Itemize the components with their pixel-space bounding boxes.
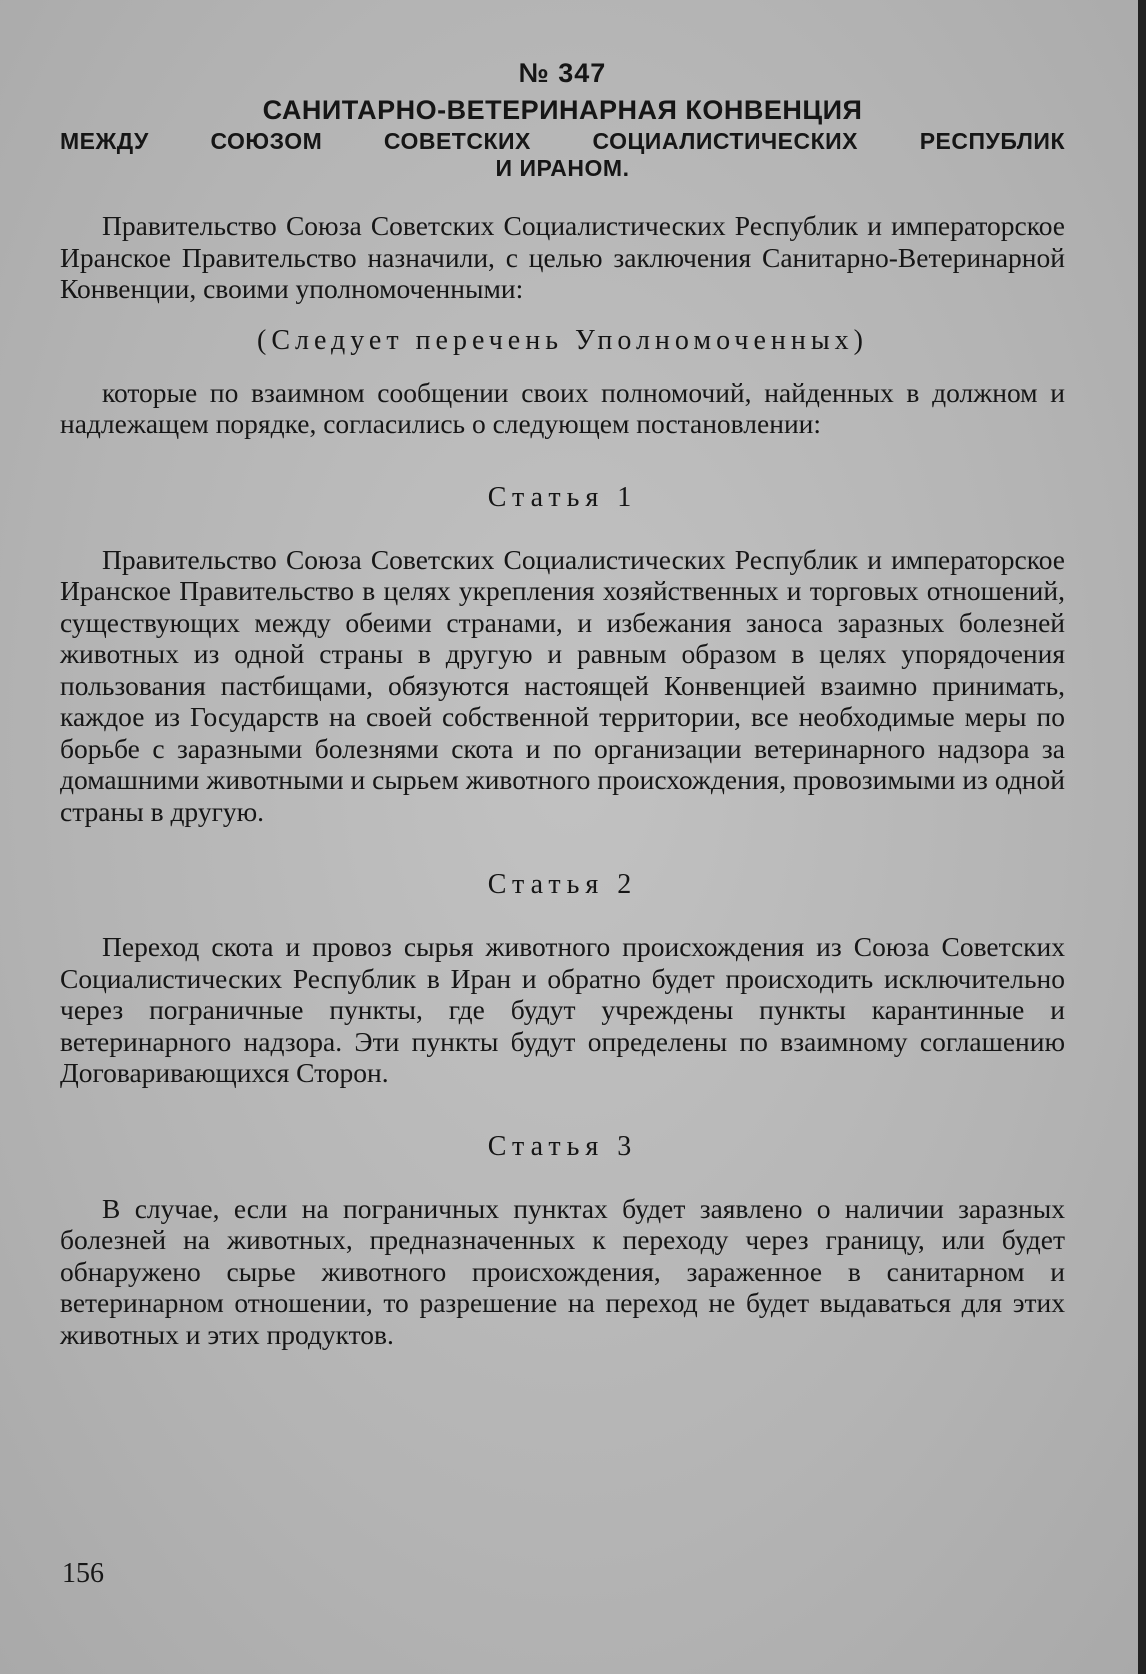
document-title: САНИТАРНО-ВЕТЕРИНАРНАЯ КОНВЕНЦИЯ <box>262 95 863 125</box>
scan-dark-edge <box>1138 0 1146 1674</box>
document-content <box>60 58 1065 1350</box>
agreement-intro-paragraph: которые по взаимном сообщении своих полномочий, найденных в должном и надлежащем порядке, согласились о следующем постановлении: <box>60 376 1065 439</box>
document-number: № 347 <box>518 58 607 88</box>
article-1-heading: Статья 1 <box>487 481 638 513</box>
article-2-text: Переход скота и провоз сырья животного происхождения из Союза Советских Социалистических Республик в Иран и обратно будет происходить исключительно через пограничные пункты, где будут учреждены пункты карантинные и ветеринарного надзора. Эти пункты будут определены по взаимному соглашению Договаривающихся Сторон. <box>60 931 1065 1088</box>
plenipotentiaries-note: (Следует перечень Уполномоченных) <box>257 324 868 356</box>
document-subtitle: МЕЖДУ СОЮЗОМ СОВЕТСКИХ СОЦИАЛИСТИЧЕСКИХ РЕСПУБЛИК <box>60 128 1065 154</box>
preamble-paragraph: Правительство Союза Советских Социалистических Республик и императорское Иранское Правительство назначили, с целью заключения Санитарно-Ветеринарной Конвенции, своими уполномоченными: <box>60 210 1065 304</box>
document-subtitle-continuation: И ИРАНОМ. <box>495 155 630 181</box>
page-number: 156 <box>62 1558 104 1589</box>
article-3-text: В случае, если на пограничных пунктах будет заявлено о наличии заразных болезней на животных, предназначенных к переходу через границу, или будет обнаружено сырье животного происхождения, зараженное в санитарном и ветеринарном отношении, то разрешение на переход не будет выдаваться для этих животных и этих продуктов. <box>60 1192 1065 1350</box>
article-3-heading: Статья 3 <box>487 1130 638 1162</box>
article-2-heading: Статья 2 <box>487 869 638 900</box>
article-1-text: Правительство Союза Советских Социалистических Республик и императорское Иранское Правительство в целях укрепления хозяйственных и торговых отношений, существующих между обеими странами, и избежания заноса заразных болезней животных из одной страны в другую и равным образом в целях упорядочения пользования пастбищами, обязуются настоящей Конвенцией взаимно принимать, каждое из Государств на своей собственной территории, все необходимые меры по борьбе с заразными болезнями скота и по организации ветеринарного надзора за домашними животными и сырьем животного происхождения, провозимыми из одной страны в другую. <box>60 543 1065 827</box>
